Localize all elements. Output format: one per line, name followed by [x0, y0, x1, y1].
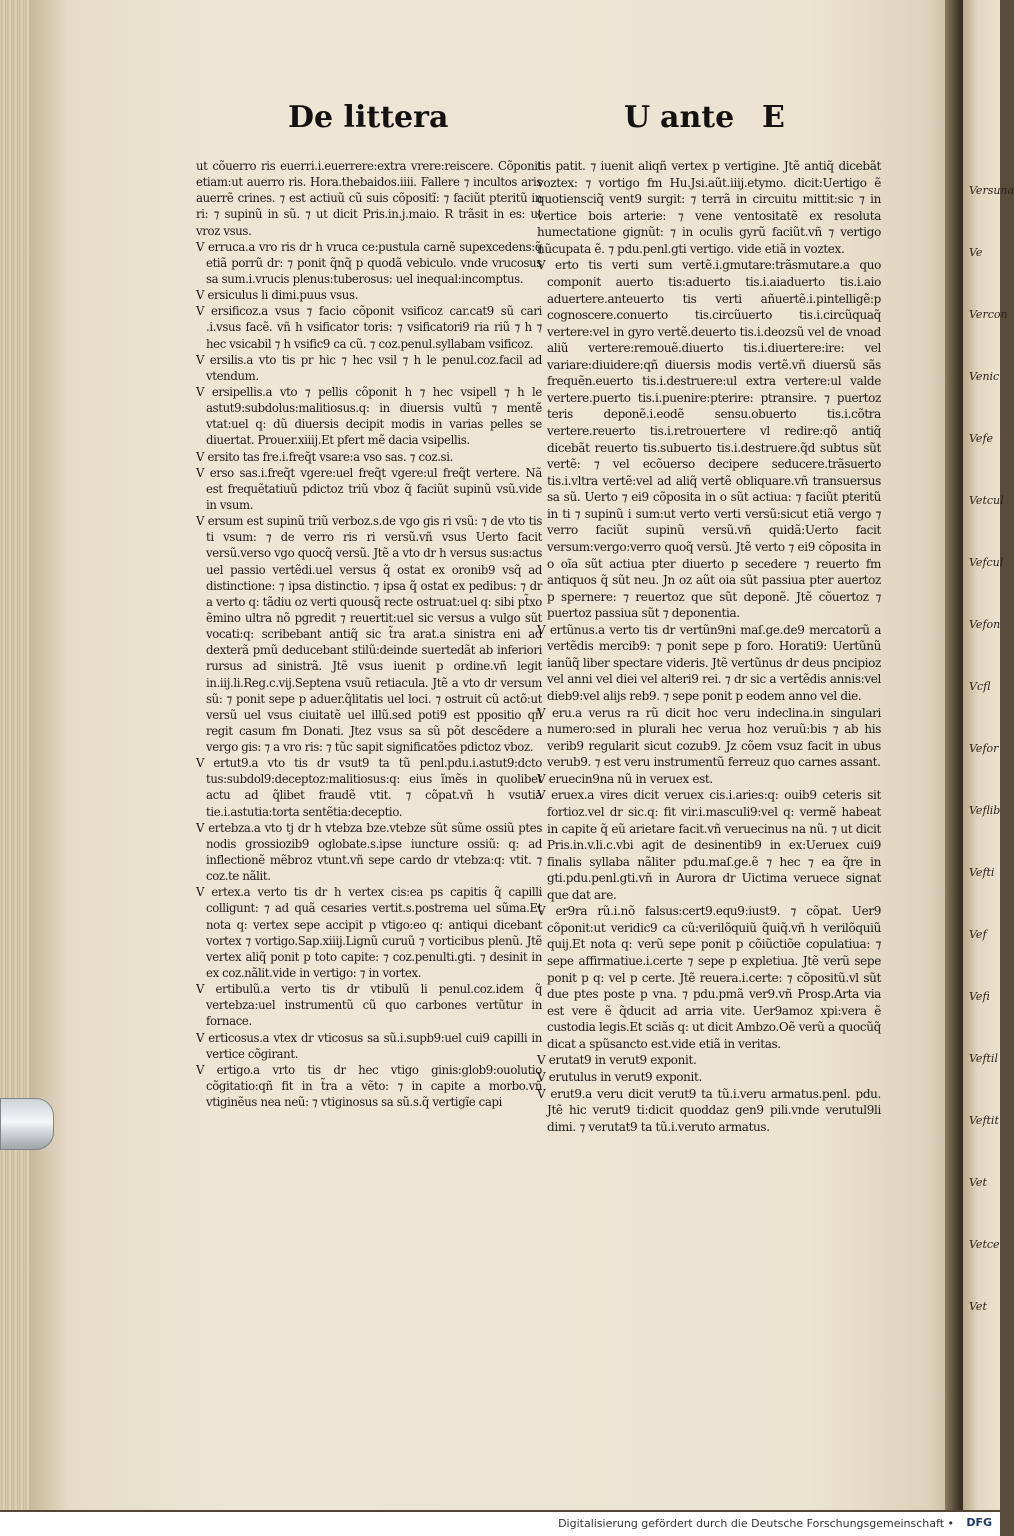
facing-page-fragment: Vefor	[969, 742, 999, 755]
dictionary-entry: V ertut9.a vto tis dr vsut9 ta tũ penl.pdu.i.astut9:dcto tus:subdol9:deceptoz:malitiosus:q: eius ĩmẽs in quolibet actu ad q̃libet fraudẽ vtit. ⁊ cõpat.vñ h vsutia tie.i.astutia:torta sentẽtia:deceptio.	[196, 756, 542, 819]
dictionary-entry: V ertigo.a vrto tis dr hec vtigo ginis:glob9:ouolutio cõgitatio:qñ fit in t̃ra a vẽto: ⁊ in capite a morbo.vñ vtiginẽus nea neũ: ⁊ vtiginosus sa sũ.s.q̃ vertigĩe capi	[196, 1062, 542, 1110]
facing-page-fragment: Vcfl	[969, 680, 991, 693]
facing-page-fragment: Vefon	[969, 618, 1001, 631]
right-column	[537, 158, 881, 1135]
facing-page-fragment: Vefcul	[969, 556, 1004, 569]
page-stack-edge	[0, 0, 34, 1510]
dictionary-entry: V ertex.a verto tis dr h vertex cis:ea ps capitis q̃ capilli colligunt: ⁊ ad quã cesaries vertit.s.postrema uel sũma.Et nota q: vertex sepe accipit p vtigo:eo q: antiqui dicebant vortex ⁊ vortigo.Sap.xiiij.Lignũ curuũ ⁊ vorticibus plenũ. Jtẽ vertex aliq̃ ponit p toto capite: ⁊ coz.penulti.gti. ⁊ desinit in ex coz.nãlit.vide in vertigo: ⁊ in vortex.	[196, 885, 542, 981]
running-head-following: E	[762, 100, 785, 135]
dictionary-entry: V ertũnus.a verto tis dr vertũn9ni maſ.ge.de9 mercatorũ a vertẽdis mercib9: ⁊ ponit sepe p foro. Horati9: Uertũnũ ianũq̃ liber spectare videris. Jtẽ vertũnus dr deus pncipioz vel anni vel diei vel alteri9 rei. ⁊ dr sic a vertẽdis annis:vel dieb9:vel alijs reb9. ⁊ sepe ponit p eodem anno vel die.	[537, 622, 881, 703]
footer-text: Digitalisierung gefördert durch die Deutsche Forschungsgemeinschaft •	[558, 1517, 954, 1530]
dictionary-entry: V eruecin9na nũ in veruex est.	[537, 771, 713, 786]
facing-page-fragment: Veftil	[969, 1052, 998, 1065]
dictionary-entry: V ersito tas fre.i.freq̃t vsare:a vso sas. ⁊ coz.si.	[196, 449, 453, 464]
dictionary-entry: V ersiculus li dimi.puus vsus.	[196, 288, 358, 303]
dictionary-entry: V erut9.a veru dicit verut9 ta tũ.i.veru armatus.penl. pdu. Jtẽ hic verut9 ti:dicit quoddaz gen9 pili.vnde verutul9li dimi. ⁊ verutat9 ta tũ.i.veruto armatus.	[537, 1086, 881, 1134]
facing-page-fragment: Venic	[969, 370, 1000, 383]
facing-page-fragment: Vetcul	[969, 494, 1004, 507]
dictionary-entry: tis patit. ⁊ iuenit aliqñ vertex p vertigine. Jtẽ antiq̃ dicebãt voztex: ⁊ vortigo fm Hu.Jsi.aũt.iiij.etymo. dicit:Uertigo ẽ quotiensciq̃ vent9 surgit: ⁊ terrã in circuitu mittit:sic ⁊ in vertice bois arterie: ⁊ vene ventositatẽ ex resoluta humectatione gignũt: ⁊ in oculis gyrũ faciũt.vñ ⁊ vertigo nũcupata ẽ. ⁊ pdu.penl.gti vertigo. vide etiã in voztex.	[537, 159, 881, 256]
dictionary-entry: ut cõuerro ris euerri.i.euerrere:extra vrere:reiscere. Cõponit etiam:ut auerro ris. Hora.thebaidos.iiii. Fallere ⁊ incultos aris auerrẽ crines. ⁊ est actiuũ cũ suis cõpositĩ: ⁊ faciũt pteritũ in ri: ⁊ supinũ in sũ. ⁊ ut dicit Pris.in.j.maio. R trãsit in es: ut vroz vsus.	[196, 159, 542, 238]
running-head-ante: ante	[660, 100, 735, 135]
dictionary-entry: V erruca.a vro ris dr h vruca ce:pustula carnẽ supexcedens:q̃ etiã porrũ dr: ⁊ ponit q̃nq̃ p quodã vebiculo. vnde vrucosus sa sum.i.vrucis plenus:tuberosus: uel inequal:incomptus.	[196, 239, 542, 286]
page-clip	[0, 1098, 54, 1150]
dictionary-entry: V erso sas.i.freq̃t vgere:uel freq̃t vgere:ul freq̃t vertere. Nã est frequẽtatiuũ pdictoz triũ vboz q̃ faciũt supinũ vsũ.vide in vsum.	[196, 465, 542, 512]
facing-page-fragment: Vefti	[969, 866, 995, 879]
facing-page-fragment: Ve	[969, 246, 983, 259]
dictionary-entry: V eru.a verus ra rũ dicit hoc veru indeclina.in singulari numero:sed in plurali hec verua hoz veruũ:bis ⁊ ab his verib9 regularit sicut cozub9. Jz cõem vsuz facit in ubus verub9. ⁊ est veru instrumentũ ferreuz quo carnes assant.	[537, 705, 881, 770]
facing-page-fragment: Veftit	[969, 1114, 999, 1127]
running-head-left: De littera	[288, 100, 449, 135]
running-head	[288, 100, 800, 150]
facing-page-fragment: Vef	[969, 928, 987, 941]
facing-page-fragment: Veflib	[969, 804, 1001, 817]
running-head-letter: U	[624, 100, 651, 135]
dfg-logo: DFG	[966, 1516, 992, 1529]
facing-page-fragment: Vet	[969, 1176, 987, 1189]
facing-page-fragment: Vefe	[969, 432, 994, 445]
dictionary-entry: V eruex.a vires dicit veruex cis.i.aries:q: ouib9 ceteris sit fortioz.vel dr sic.q: fit vir.i.masculi9:vel q: vermẽ habeat in capite q̃ eũ arietare facit.vñ veruecinus na nũ. ⁊ ut dicit Pris.in.v.li.c.vbi agit de desinentib9 in ex:Ueruex cui9 finalis syllaba nãliter pdu.maſ.ge.ẽ ⁊ hec ⁊ ea q̃re in gti.pdu.penl.gti.vñ in Aurora dr Uictima veruece signat que dat are.	[537, 788, 881, 902]
dictionary-entry: V erticosus.a vtex dr vticosus sa sũ.i.supb9:uel cui9 capilli in vertice cõgirant.	[196, 1030, 542, 1061]
facing-page-fragment: Vetce	[969, 1238, 1000, 1251]
facing-page-edge	[963, 0, 1014, 1510]
facing-page-fragment: Vet	[969, 1300, 987, 1313]
facing-page-fragment: Vercon	[969, 308, 1008, 321]
dictionary-entry: V ertibulũ.a verto tis dr vtibulũ li penul.coz.idem q̃ vertebza:uel instrumentũ cũ quo carbones vertũtur in fornace.	[196, 982, 542, 1029]
facing-page-fragment: Vefi	[969, 990, 990, 1003]
dictionary-entry: V ersipellis.a vto ⁊ pellis cõponit h ⁊ hec vsipell ⁊ h le astut9:subdolus:malitiosus.q: in diuersis vultũ ⁊ mentẽ vtat:uel q: dũ diuersis decipit modis in varias pelles se diuertat. Prouer.xiiij.Et pfert mẽ dacia vsipellis.	[196, 384, 542, 448]
digitization-footer	[0, 1512, 1000, 1536]
dictionary-entry: V ersum est supinũ triũ verboz.s.de vgo gis ri vsũ: ⁊ de vto tis ti vsum: ⁊ de verro ris ri versũ.vñ vsus Uerto facit versũ.verso vgo quocq̃ versũ. Jtẽ a vto dr h versus sus:actus uel passio vertẽdi.uel versus q̃ ostat ex oronib9 vsq̃ ad distinctione: ⁊ ipsa distinctio. ⁊ ipsa q̃ ostat ex pedibus: ⁊ dr a verto q: tãdiu oz verti quousq̃ recte ostruat:uel q: sibi pt̃xo ẽmino ultra nõ pgredit ⁊ reuertit:uel sic versus a vulgo sũt vocati:q: scribebant antiq̃ sic t̃ra arat.a sinistra eni ad dexterã pmũ deducebant stilũ:deinde suertedãt ab inferiori rursus ad sinistrã. Jtẽ vsus iuenit p ordine.vñ legit in.iij.li.Reg.c.vij.Septena vsuũ retiacula. Jtẽ a vto dr versum sũ: ⁊ ponit sepe p aduer.q̃litatis uel loci. ⁊ ostruit cũ actõ:ut versũ uel vsus ciuitatẽ uel illũ.sed poti9 est ppositio qñ regit casum fm Donati. Jtez vsus sa sũ põt descẽdere a vergo gis: ⁊ a vro ris: ⁊ tũc sapit significatões pdictoz vboz.	[196, 514, 542, 755]
dictionary-entry: V ersificoz.a vsus ⁊ facio cõponit vsificoz car.cat9 sũ cari .i.vsus facẽ. vñ h vsificator toris: ⁊ vsificatori9 ria riũ ⁊ h ⁊ hec vsicabil ⁊ h vsific9 ca cũ. ⁊ coz.penul.syllabam vsificoz.	[196, 304, 542, 351]
dictionary-entry: V erutat9 in verut9 exponit.	[537, 1053, 697, 1068]
dictionary-entry: V er9ra rũ.i.nõ falsus:cert9.equ9:iust9. ⁊ cõpat. Uer9 cõponit:ut veridic9 ca cũ:verilõquiũ q̃uiq̃.vñ h verilõquiũ quij.Et nota q: verũ sepe ponit p cõiũctiõe copulatiua: ⁊ sepe affirmatiue.i.certe ⁊ sepe p expletiua. Jtẽ verũ sepe ponit p q: vel p certe. Jtẽ reuera.i.certe: ⁊ cõpositũ.vl sũt due ptes poste p vna. ⁊ pdu.pmã ver9.vñ Prosp.Arta via est vere ẽ q̃ducit ad arria vite. Uer9amoz xpi:vera ẽ custodia legis.Et sciãs q: ut dicit Ambzo.Oẽ verũ a quocũq̃ dicat a spũsancto est.vide etiã in veritas.	[537, 904, 881, 1051]
dictionary-entry: V erto tis verti sum vertẽ.i.gmutare:trãsmutare.a quo componit auerto tis:aduerto tis.i.aiaduerto tis.i.aio aduertere.anteuerto tis verti añuertẽ.i.pintelligẽ:p cognoscere.conuerto tis.circũuerto tis.i.circũquaq̃ vertere:vel in gyro vertẽ.deuerto tis.i.deozsũ vel de vnoad aliũ vertere:remouẽ.diuerto tis.i.diuertere:ire: vel variare:diuidere:qñ diuersis modis vertẽ.vñ diuersũ sãs frequẽn.euerto tis.i.destruere:ul extra vertere:ul valde vertere.puerto tis.i.puenire:pterire: ptransire. ⁊ puertoz teris deponẽ.i.eodẽ sensu.obuerto tis.i.cõtra vertere.reuerto tis.i.retrouertere vl redire:qõ antiq̃ dicebãt reuerto tis.subuerto tis.i.destruere.q̃d subtus sũt vertẽ: ⁊ vel ecõuerso decipere seducere.trãsuerto tis.i.vltra vertẽ:vel ad aliq̃ vertẽ obliquare.vñ transuersus sa sũ. Uerto ⁊ ei9 cõposita in o sũt actiua: ⁊ faciũt pteritũ in ti ⁊ supinũ i sum:ut verto verti versũ:sicut etiã vergo ⁊ verro faciũt supinũ versũ.vñ quidã:Uerto facit versum:vergo:verro quoq̃ versũ. Jtẽ verto ⁊ ei9 cõposita in o oĩa sũt actiua pter diuerto p secedere ⁊ reuerto fm antiquos q̃ sũt neu. Jn oz aũt oia sũt passiua pter auertoz p spernere: ⁊ reuertoz que sũt deponẽ. Jtẽ cõuertoz ⁊ puertoz passiua sũt ⁊ deponentia.	[537, 258, 881, 621]
dictionary-entry: V ersilis.a vto tis pr hic ⁊ hec vsil ⁊ h le penul.coz.facil ad vtendum.	[196, 352, 542, 383]
facing-page-fragment: Versuna	[969, 184, 1014, 197]
left-column	[196, 158, 542, 1110]
dictionary-entry: V ertebza.a vto tj dr h vtebza bze.vtebze sũt sũme ossiũ ptes nodis grossiozib9 oglobate.s.ipse iuncture ossiũ: q: ad inflectionẽ mẽbroz vtunt.vñ sepe cardo dr vtebza:q: vtit. ⁊ coz.te nãlit.	[196, 820, 542, 884]
dictionary-entry: V erutulus in verut9 exponit.	[537, 1069, 702, 1084]
